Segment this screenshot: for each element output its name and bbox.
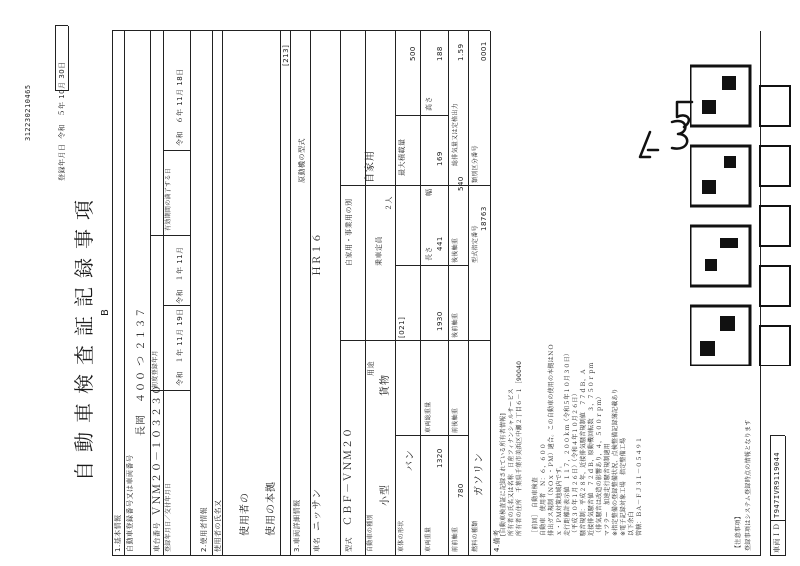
reg-number-label: 自動車登録番号又は車両番号 — [126, 454, 134, 552]
vehicle-id-value: T947IVR9119044 — [773, 451, 781, 518]
body-label: 車体の形状 — [398, 520, 405, 552]
note-line: 近接排気騒音値 ７２ｄＢ，原動機回転数 ３，７５０ｒｐｍ — [588, 362, 595, 536]
type-no-label: 型式指定番号 — [472, 225, 479, 263]
user-name-label-2: 使用者の — [240, 492, 251, 536]
length-label: 長さ — [425, 246, 433, 261]
expiry-label: 有効期間の満了する日 — [165, 167, 172, 231]
displacement-label: 総排気量又は定格出力 — [452, 102, 459, 166]
body: バン — [405, 449, 416, 471]
capacity: ２人 — [385, 196, 393, 211]
reg-number: 長岡 ４００ つ ２１３７ — [136, 306, 147, 436]
max-load-label: 最大積載量 — [398, 138, 406, 176]
purpose: 自家用 — [365, 150, 376, 183]
use: 貨物 — [380, 374, 391, 396]
notice-title: 【注意事項】 — [735, 513, 742, 551]
note-line: 所有者の氏名又は名称 日産フィナンシャルサービス — [508, 388, 515, 536]
front-rear-label: 前後軸重 — [452, 407, 459, 433]
class-no: 0001 — [480, 41, 488, 61]
type-no: 18763 — [480, 206, 488, 231]
user-record-number: [213] — [282, 44, 290, 66]
model-label: 型式 — [345, 537, 353, 552]
note-line: 以下余白 — [628, 511, 635, 536]
first-reg-value: 令和 １年 11月 — [176, 246, 184, 304]
section-notes-label: 4.備考 — [493, 529, 501, 552]
note-line: ｘ・ＰＭ対策地域内です。 — [556, 462, 563, 536]
note-line: 排出ガス規制（ＮＯｘ・ＰＭ）適合。この自動車の使用の本拠はＮＯ — [548, 343, 555, 536]
document-title: 自動車検査証記録事項 — [72, 191, 96, 481]
displacement: 1.59 — [457, 43, 465, 61]
fuel-label: 燃料の種類 — [472, 520, 479, 552]
form-code: B — [100, 308, 111, 316]
registration-date: 令和 ５年 10月 30日 — [58, 61, 66, 139]
height-label: 高さ — [425, 96, 433, 111]
max-load: 500 — [409, 46, 417, 61]
purpose-label: 自家用・事業用の別 — [345, 198, 353, 266]
maker: ニッサン — [312, 487, 323, 531]
note-line: ※電子記録対象工場 指定整備工場 — [620, 437, 627, 536]
document-number: 3122302104​65 — [24, 84, 32, 141]
note-line: 自動車 使用者 Ｎ：６，６００ — [540, 442, 547, 536]
user-address-label: 使用の本拠 — [266, 481, 277, 536]
user-name-label: 使用者の氏名又 — [214, 499, 222, 552]
length: 441 — [436, 236, 444, 251]
front-axle: 780 — [457, 483, 465, 498]
gross-label: 車両総重量 — [425, 401, 432, 433]
rear-front-label: 後前軸重 — [452, 312, 459, 338]
class-label: 類別区分番号 — [472, 145, 479, 183]
weight-label: 車両重量 — [425, 526, 432, 552]
kind: 小型 — [380, 484, 391, 506]
note-line: （平成３０年１月２６日）（令和４年１０月２６日） — [572, 390, 579, 536]
kind-label: 自動車の種別 — [367, 514, 374, 552]
note-line: ［前回］ 自動車検査 — [532, 476, 539, 536]
first-reg-label: 初度登録年月 — [152, 350, 159, 388]
vehicle-id-label: 車両ＩＤ — [773, 523, 781, 553]
section-vehicle-label: 3.車両詳細情報 — [293, 499, 301, 552]
note-line: ※指定整備の登録整備状況、点検整備記録簿記載あり — [612, 388, 619, 536]
note-line: 所有者の住所 千葉県千葉市美浜区中瀬２丁目６－１［90040 — [516, 360, 523, 536]
gross: 1930 — [436, 311, 444, 331]
body-code: [021] — [398, 316, 406, 338]
width: 169 — [436, 151, 444, 166]
height: 188 — [436, 46, 444, 61]
rear-rear-label: 後後軸重 — [452, 237, 459, 263]
section-user-label: 2.使用者情報 — [200, 506, 208, 552]
front-axle-label: 前前軸重 — [452, 526, 459, 552]
rear-axle: 540 — [457, 176, 465, 191]
note-line: マフラー 加速走行騒音規制適用 — [604, 442, 611, 536]
qr-code-strip — [690, 6, 800, 366]
chassis-label: 車台番号 — [153, 522, 161, 552]
issue-date-label: 登録年月日／交付年月日 — [165, 482, 172, 552]
note-line: （排気騒音は改造の影響あり，４，５００ｒｐｍ） — [596, 393, 603, 536]
section-basic-label: 1.基本情報 — [114, 514, 122, 552]
width-label: 幅 — [425, 188, 433, 196]
handwritten-number — [632, 62, 712, 172]
note-line: 騒音規制：平成２８年，近接排気騒音規制値 ７７ｄＢ，Ａ — [580, 368, 587, 536]
model: ＣＢＦ－ＶＮＭ２０ — [343, 427, 354, 526]
capacity-label: 乗車定員 — [375, 236, 383, 266]
fuel: ガソリン — [474, 452, 485, 496]
expiry-date: 令和 ６年 11月 18日 — [176, 68, 184, 146]
note-line: 走行距離計表示値 １１７，２００ｋｍ（令和５年１０月３０日） — [564, 349, 571, 536]
use-label: 用途 — [367, 361, 375, 376]
note-line: [自動車検査証に記録されている所有者情報] — [500, 413, 507, 536]
maker-label: 車名 — [313, 537, 321, 552]
chassis-number: ＶＮＭ２０－１０３２３０ — [152, 384, 163, 516]
issue-date: 令和 １年 11月 19日 — [176, 308, 184, 386]
engine-label: 原動機の型式 — [298, 138, 306, 183]
registration-date-label: 登録年月日 — [58, 143, 66, 181]
weight: 1320 — [436, 448, 444, 468]
notice-text: 登録事項はシステム登録時点の情報となります — [745, 419, 752, 551]
note-line: 管轄：ＢＡ－ＦＪ３１－０５４９１ — [636, 436, 643, 536]
engine: ＨＲ１６ — [312, 232, 323, 276]
